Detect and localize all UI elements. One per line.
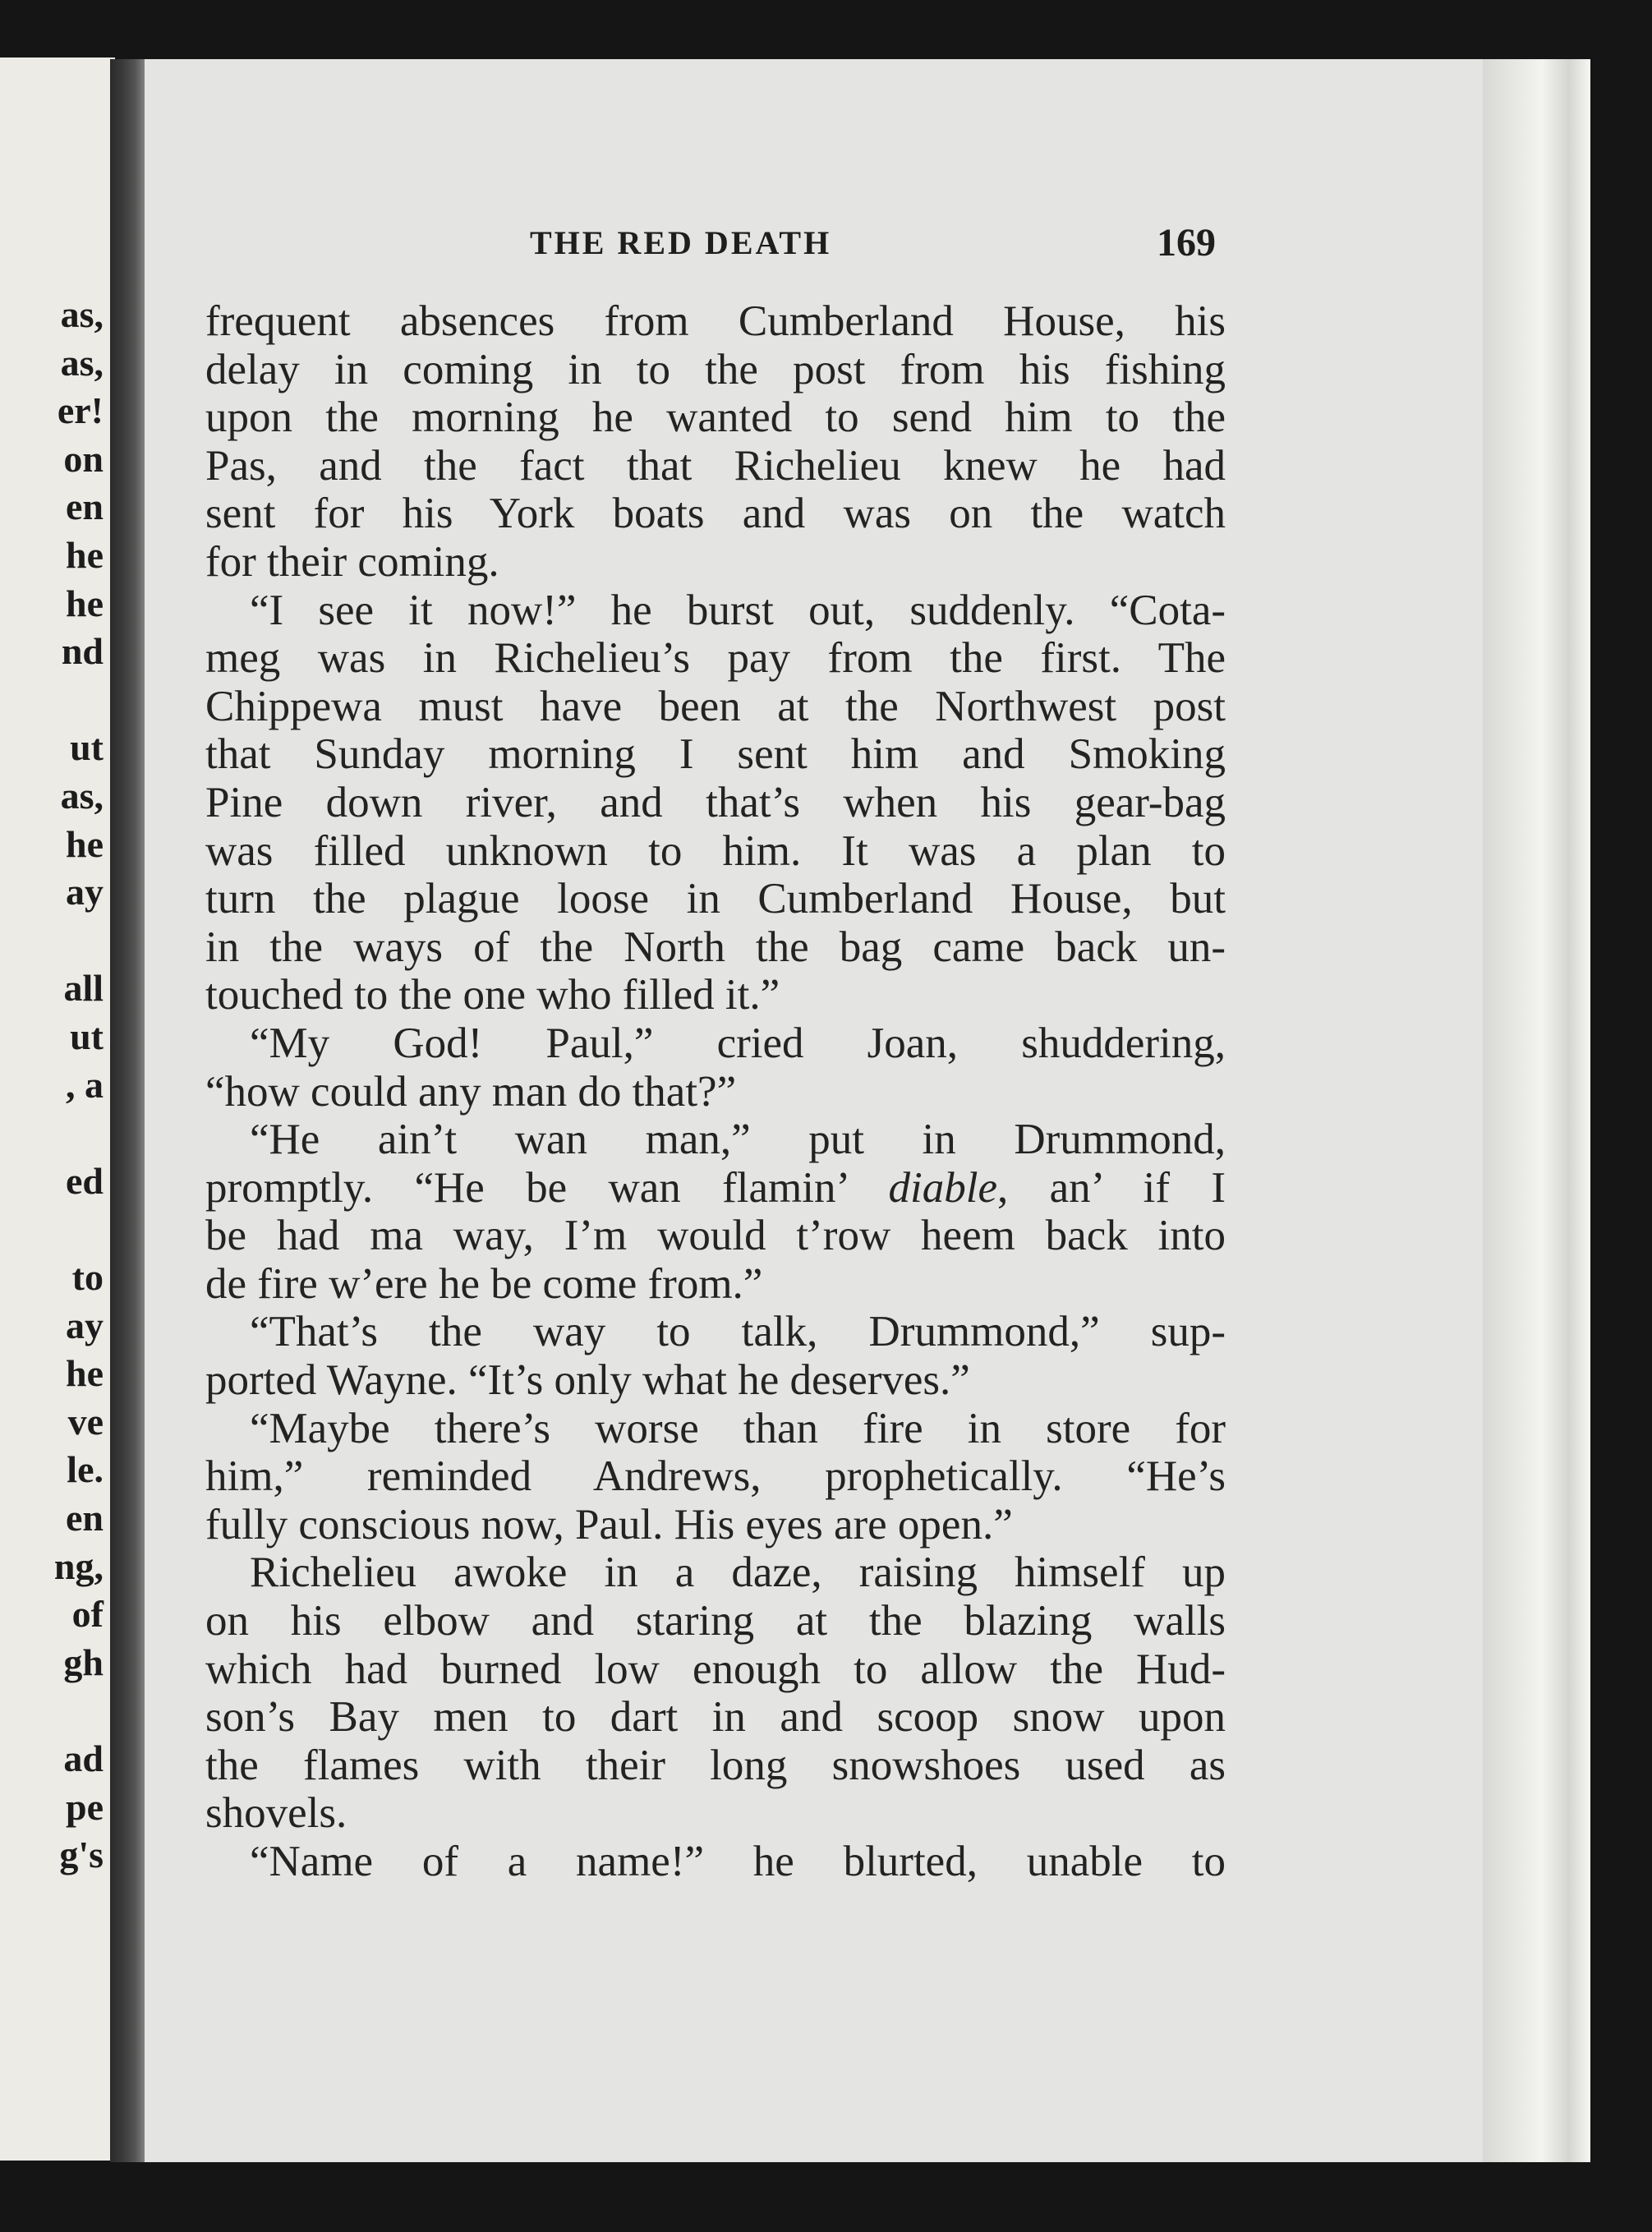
previous-page-text-fragment: to: [71, 1256, 104, 1298]
text-line: “Maybe there’s worse than fire in store for: [250, 1404, 1226, 1452]
previous-page-text-fragment: as,: [60, 293, 104, 335]
text-line: in the ways of the North the bag came back un-: [205, 923, 1226, 971]
text-line: was filled unknown to him. It was a plan to: [205, 826, 1226, 875]
text-line: “how could any man do that?”: [205, 1067, 737, 1116]
previous-page-text-fragment: er!: [57, 389, 104, 432]
text-line: sent for his York boats and was on the watch: [205, 490, 1226, 538]
previous-page-text-fragment: ut: [70, 1015, 104, 1057]
previous-page-text-fragment: he: [66, 582, 104, 624]
text-line: frequent absences from Cumberland House, his: [205, 297, 1226, 345]
text-line: that Sunday morning I sent him and Smoking: [205, 730, 1226, 779]
text-line: fully conscious now, Paul. His eyes are open.”: [205, 1500, 1013, 1549]
previous-page-text-fragment: le.: [67, 1448, 104, 1491]
running-head: THE RED DEATH: [530, 224, 832, 261]
text-line: for their coming.: [205, 537, 499, 586]
text-line: which had burned low enough to allow the Hud-: [205, 1645, 1226, 1693]
previous-page-text-fragment: ay: [66, 871, 104, 914]
previous-page-text-fragment: en: [66, 486, 104, 528]
previous-page-text-fragment: g's: [59, 1834, 104, 1876]
previous-page-text-fragment: ut: [70, 726, 104, 769]
previous-page-text-fragment: pe: [66, 1785, 104, 1828]
text-line: delay in coming in to the post from his fishing: [205, 345, 1226, 393]
previous-page-text-fragment: as,: [60, 341, 104, 384]
previous-page-text-fragment: ng,: [53, 1544, 104, 1587]
text-line: “I see it now!” he burst out, suddenly. “Cota-: [250, 586, 1226, 634]
book-gutter: [110, 59, 146, 2162]
previous-page-text-fragment: , a: [66, 1063, 104, 1106]
text-line: de fire w’ere he be come from.”: [205, 1259, 763, 1308]
previous-page-text-fragment: of: [71, 1593, 104, 1636]
text-line: turn the plague loose in Cumberland House, but: [205, 875, 1226, 923]
text-line: the flames with their long snowshoes used as: [205, 1741, 1226, 1789]
previous-page-text-fragment: ay: [66, 1304, 104, 1346]
text-line: him,” reminded Andrews, prophetically. “He’s: [205, 1452, 1226, 1501]
text-line: Pine down river, and that’s when his gear-bag: [205, 778, 1226, 826]
previous-page-text-fragment: ad: [63, 1737, 104, 1779]
text-line: “That’s the way to talk, Drummond,” sup-: [250, 1308, 1226, 1356]
text-line: “Name of a name!” he blurted, unable to: [250, 1838, 1226, 1885]
text-line: Pas, and the fact that Richelieu knew he had: [205, 441, 1226, 490]
previous-page-text-fragment: on: [63, 437, 104, 480]
text-line: touched to the one who filled it.”: [205, 971, 780, 1019]
text-line: upon the morning he wanted to send him to the: [205, 393, 1226, 442]
text-line: ported Wayne. “It’s only what he deserves.”: [205, 1356, 970, 1405]
text-line: be had ma way, I’m would t’row heem back into: [205, 1212, 1226, 1260]
text-line: son’s Bay men to dart in and scoop snow upon: [205, 1693, 1226, 1742]
previous-page-text-fragment: nd: [61, 630, 104, 673]
previous-page-edge: [0, 58, 115, 2161]
italic-word: diable: [888, 1163, 997, 1212]
text-line: shovels.: [205, 1789, 347, 1838]
text-line: promptly. “He be wan flamin’ diable, an’ if I: [205, 1163, 1226, 1212]
previous-page-text-fragment: he: [66, 1352, 104, 1395]
text-line: meg was in Richelieu’s pay from the first. The: [205, 634, 1226, 683]
page-edge-stack: [1483, 59, 1590, 2162]
text-line: Chippewa must have been at the Northwest post: [205, 682, 1226, 730]
previous-page-text-fragment: ed: [66, 1159, 104, 1202]
previous-page-text-fragment: en: [66, 1497, 104, 1539]
previous-page-text-fragment: he: [66, 822, 104, 865]
text-line: “He ain’t wan man,” put in Drummond,: [250, 1116, 1226, 1164]
previous-page-text-fragment: gh: [63, 1641, 104, 1683]
previous-page-text-fragment: he: [66, 534, 104, 576]
text-line: on his elbow and staring at the blazing walls: [205, 1597, 1226, 1645]
previous-page-text-fragment: as,: [60, 775, 104, 817]
previous-page-text-fragment: ve: [67, 1400, 104, 1443]
page-number: 169: [1157, 221, 1216, 265]
body-text: [205, 297, 1226, 1886]
previous-page-text-fragment: all: [63, 967, 104, 1010]
text-line: “My God! Paul,” cried Joan, shuddering,: [250, 1019, 1226, 1067]
text-line: Richelieu awoke in a daze, raising himself up: [250, 1549, 1226, 1597]
